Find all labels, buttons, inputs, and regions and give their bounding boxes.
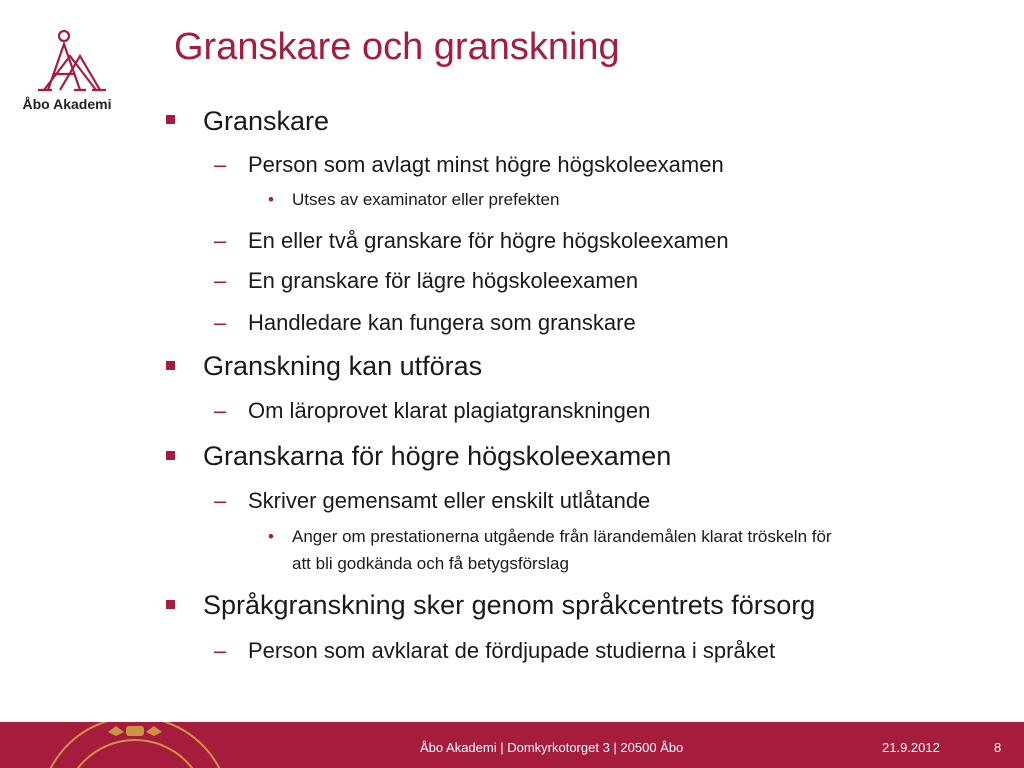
dot-bullet-icon: • [268, 190, 274, 209]
bullet-level2: Skriver gemensamt eller enskilt utlåtande [248, 488, 651, 513]
bullet-level2: En eller två granskare för högre högskoleexamen [248, 228, 729, 253]
dash-bullet-icon: – [214, 228, 227, 253]
dash-bullet-icon: – [214, 152, 227, 177]
bullet-level1: Granskarna för högre högskoleexamen [203, 441, 672, 471]
bullet-level2: Handledare kan fungera som granskare [248, 310, 636, 335]
footer-bar [0, 722, 1024, 768]
bullet-level1: Granskning kan utföras [203, 351, 483, 381]
bullet-level1: Språkgranskning sker genom språkcentrets försorg [203, 590, 816, 620]
footer-page-number: 8 [994, 740, 1002, 755]
square-bullet-icon [166, 600, 175, 609]
logo-text: Åbo Akademi [22, 96, 112, 112]
bullet-level2: En granskare för lägre högskoleexamen [248, 268, 639, 293]
footer-address: Åbo Akademi | Domkyrkotorget 3 | 20500 Åbo [420, 740, 684, 755]
dash-bullet-icon: – [214, 310, 227, 335]
slide-title: Granskare och granskning [174, 26, 620, 68]
bullet-level2: Om läroprovet klarat plagiatgranskningen [248, 398, 651, 423]
dash-bullet-icon: – [214, 268, 227, 293]
bullet-level1: Granskare [203, 106, 330, 136]
bullet-level2: Person som avklarat de fördjupade studierna i språket [248, 638, 776, 663]
dash-bullet-icon: – [214, 398, 227, 423]
bullet-level3-continuation: att bli godkända och få betygsförslag [292, 554, 569, 573]
footer-date: 21.9.2012 [882, 740, 940, 755]
bullet-level2: Person som avlagt minst högre högskoleexamen [248, 152, 724, 177]
bullet-level3: Utses av examinator eller prefekten [292, 190, 560, 209]
university-seal-icon [20, 722, 250, 768]
dot-bullet-icon: • [268, 527, 274, 546]
square-bullet-icon [166, 451, 175, 460]
bullet-level3: Anger om prestationerna utgående från lärandemålen klarat tröskeln för [292, 527, 832, 546]
dash-bullet-icon: – [214, 638, 227, 663]
dash-bullet-icon: – [214, 488, 227, 513]
square-bullet-icon [166, 115, 175, 124]
square-bullet-icon [166, 361, 175, 370]
